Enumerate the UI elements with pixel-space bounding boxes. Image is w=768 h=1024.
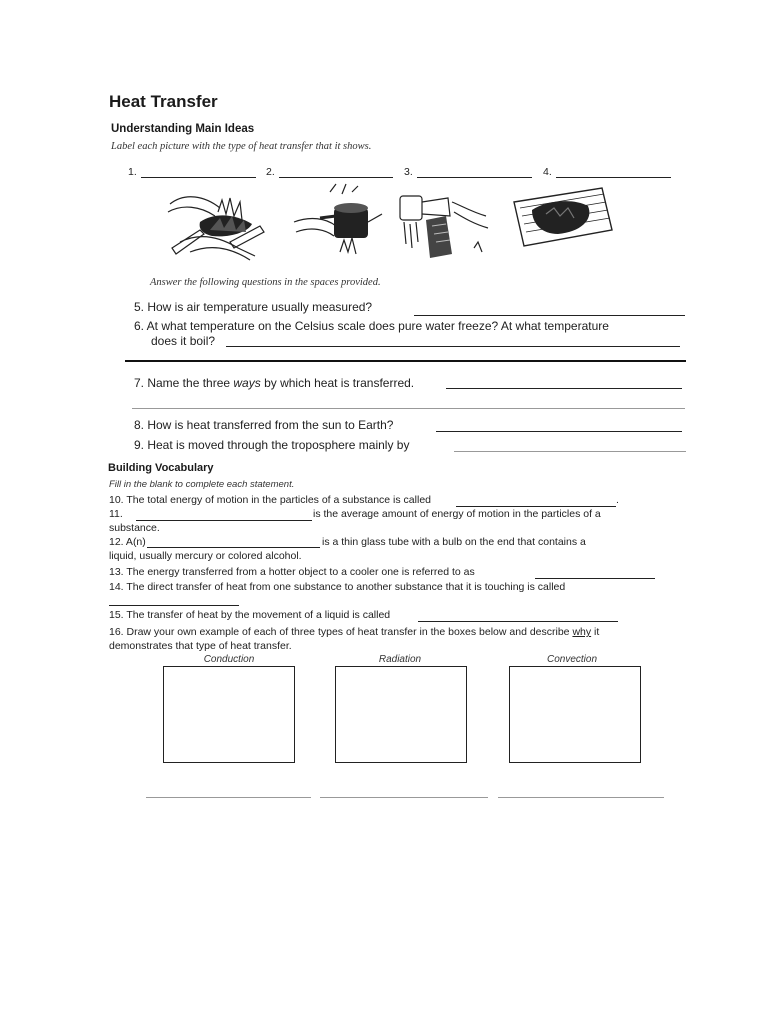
radiation-drawing-box[interactable] bbox=[335, 666, 467, 763]
picture-number-1: 1. bbox=[128, 166, 137, 178]
question-7: 7. Name the three ways by which heat is transferred. bbox=[134, 376, 415, 390]
picture-number-4: 4. bbox=[543, 166, 552, 178]
vocab-16-line1: 16. Draw your own example of each of three types of heat transfer in the boxes below and describe why it bbox=[109, 626, 600, 638]
picture-3-answer-line[interactable] bbox=[417, 177, 532, 178]
question-6-answer-line[interactable] bbox=[226, 346, 680, 347]
vocab-instruction: Fill in the blank to complete each statement. bbox=[109, 479, 295, 490]
vocab-12-answer-line[interactable] bbox=[147, 547, 320, 548]
vocab-heading: Building Vocabulary bbox=[108, 462, 214, 474]
picture-number-2: 2. bbox=[266, 166, 275, 178]
picture-1-answer-line[interactable] bbox=[141, 177, 256, 178]
vocab-11-number: 11. bbox=[109, 508, 123, 520]
answer-instruction: Answer the following questions in the spaces provided. bbox=[150, 277, 381, 288]
hand-warmed-air-illustration bbox=[396, 182, 496, 264]
question-9: 9. Heat is moved through the troposphere mainly by bbox=[134, 438, 410, 452]
pot-over-fire-illustration bbox=[290, 182, 385, 262]
vocab-11-answer-line[interactable] bbox=[136, 520, 312, 521]
grill-pan-illustration bbox=[510, 180, 616, 260]
question-8-answer-line[interactable] bbox=[436, 431, 682, 432]
vocab-12-text: is a thin glass tube with a bulb on the end that contains a bbox=[322, 536, 586, 548]
convection-drawing-box[interactable] bbox=[509, 666, 641, 763]
vocab-16-line2: demonstrates that type of heat transfer. bbox=[109, 640, 292, 652]
conduction-description-line[interactable] bbox=[146, 797, 311, 798]
question-8: 8. How is heat transferred from the sun to Earth? bbox=[134, 418, 394, 432]
ways-emphasis: ways bbox=[233, 376, 261, 390]
picture-2-answer-line[interactable] bbox=[279, 177, 393, 178]
vocab-13: 13. The energy transferred from a hotter object to a cooler one is referred to as bbox=[109, 566, 475, 578]
question-6-line1: 6. At what temperature on the Celsius scale does pure water freeze? At what temperature bbox=[134, 319, 609, 333]
question-5: 5. How is air temperature usually measured? bbox=[134, 300, 373, 314]
vocab-11-line2: substance. bbox=[109, 522, 160, 534]
picture-4-answer-line[interactable] bbox=[556, 177, 671, 178]
question-9-answer-line[interactable] bbox=[454, 451, 686, 452]
vocab-10-answer-line[interactable] bbox=[456, 506, 616, 507]
box-label-conduction: Conduction bbox=[203, 654, 255, 665]
radiation-description-line[interactable] bbox=[320, 797, 488, 798]
vocab-12-prefix: 12. A(n) bbox=[109, 536, 146, 548]
question-7-extra-line[interactable] bbox=[132, 408, 685, 409]
main-ideas-heading: Understanding Main Ideas bbox=[111, 123, 255, 135]
vocab-10-period: . bbox=[616, 494, 619, 506]
vocab-15-answer-line[interactable] bbox=[418, 621, 618, 622]
question-6-line2: does it boil? bbox=[151, 334, 216, 348]
picture-number-3: 3. bbox=[404, 166, 413, 178]
vocab-14-answer-line[interactable] bbox=[109, 605, 239, 606]
why-emphasis: why bbox=[572, 626, 592, 638]
question-6-extra-line[interactable] bbox=[125, 360, 686, 362]
question-5-answer-line[interactable] bbox=[414, 315, 685, 316]
vocab-10: 10. The total energy of motion in the particles of a substance is called bbox=[109, 494, 431, 506]
vocab-14: 14. The direct transfer of heat from one substance to another substance that it is touching is called bbox=[109, 581, 566, 593]
vocab-13-answer-line[interactable] bbox=[535, 578, 655, 579]
vocab-11-text: is the average amount of energy of motion in the particles of a bbox=[313, 508, 601, 520]
question-7-answer-line[interactable] bbox=[446, 388, 682, 389]
vocab-15: 15. The transfer of heat by the movement of a liquid is called bbox=[109, 609, 391, 621]
vocab-12-line2: liquid, usually mercury or colored alcohol. bbox=[109, 550, 302, 562]
convection-description-line[interactable] bbox=[498, 797, 664, 798]
page-title: Heat Transfer bbox=[109, 92, 218, 111]
main-ideas-instruction: Label each picture with the type of heat transfer that it shows. bbox=[111, 141, 372, 152]
box-label-radiation: Radiation bbox=[378, 654, 422, 665]
conduction-drawing-box[interactable] bbox=[163, 666, 295, 763]
campfire-hands-illustration bbox=[160, 182, 270, 264]
box-label-convection: Convection bbox=[546, 654, 598, 665]
